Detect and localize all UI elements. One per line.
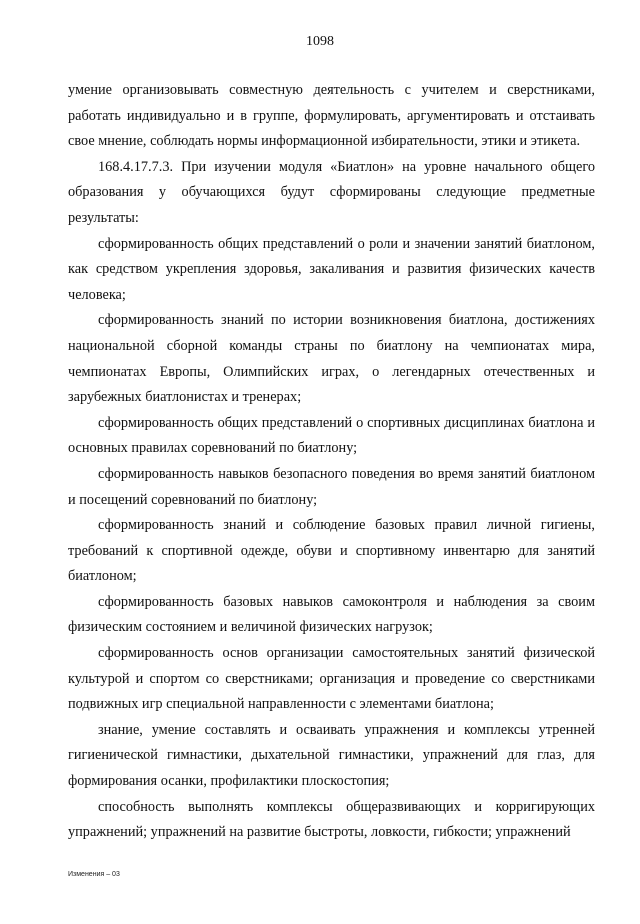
paragraph-result-item: сформированность знаний по истории возникновения биатлона, достижениях национальной сборной команды страны по биатлону на чемпионатах мира, чемпионатах Европы, Олимпийских играх, о легендарных отечественных и зарубежных биатлонистах и тренерах; (68, 312, 595, 406)
paragraph-result-item: сформированность базовых навыков самоконтроля и наблюдения за своим физическим состоянием и величиной физических нагрузок; (68, 593, 595, 636)
paragraph-result-item: сформированность общих представлений о спортивных дисциплинах биатлона и основных правилах соревнований по биатлону; (68, 414, 595, 457)
paragraph-result-item: сформированность навыков безопасного поведения во время занятий биатлоном и посещений соревнований по биатлону; (68, 465, 595, 508)
revision-footer: Изменения – 03 (68, 871, 120, 878)
paragraph-result-item: сформированность знаний и соблюдение базовых правил личной гигиены, требований к спортивной одежде, обуви и спортивному инвентарю для занятий биатлоном; (68, 517, 595, 585)
paragraph-result-item: сформированность основ организации самостоятельных занятий физической культурой и спортом со сверстниками; организация и проведение со сверстниками подвижных игр специальной направленности с элементами биатлона; (68, 645, 595, 713)
paragraph-result-item: способность выполнять комплексы общеразвивающих и корригирующих упражнений; упражнений на развитие быстроты, ловкости, гибкости; упражнений (68, 798, 595, 841)
page-number: 1098 (306, 34, 334, 49)
paragraph-result-item: сформированность общих представлений о роли и значении занятий биатлоном, как средством укрепления здоровья, закаливания и развития физических качеств человека; (68, 235, 595, 303)
paragraph-clause-168-4-17-7-3: 168.4.17.7.3. При изучении модуля «Биатлон» на уровне начального общего образования у обучающихся будут сформированы следующие предметные результаты: (68, 158, 595, 226)
document-body (68, 78, 595, 846)
paragraph-result-item: знание, умение составлять и осваивать упражнения и комплексы утренней гигиенической гимнастики, дыхательной гимнастики, упражнений для глаз, для формирования осанки, профилактики плоскостопия; (68, 721, 595, 790)
paragraph-continuation: умение организовывать совместную деятельность с учителем и сверстниками, работать индивидуально и в группе, формулировать, аргументировать и отстаивать свое мнение, соблюдать нормы информационной избирательности, этики и этикета. (68, 82, 595, 150)
